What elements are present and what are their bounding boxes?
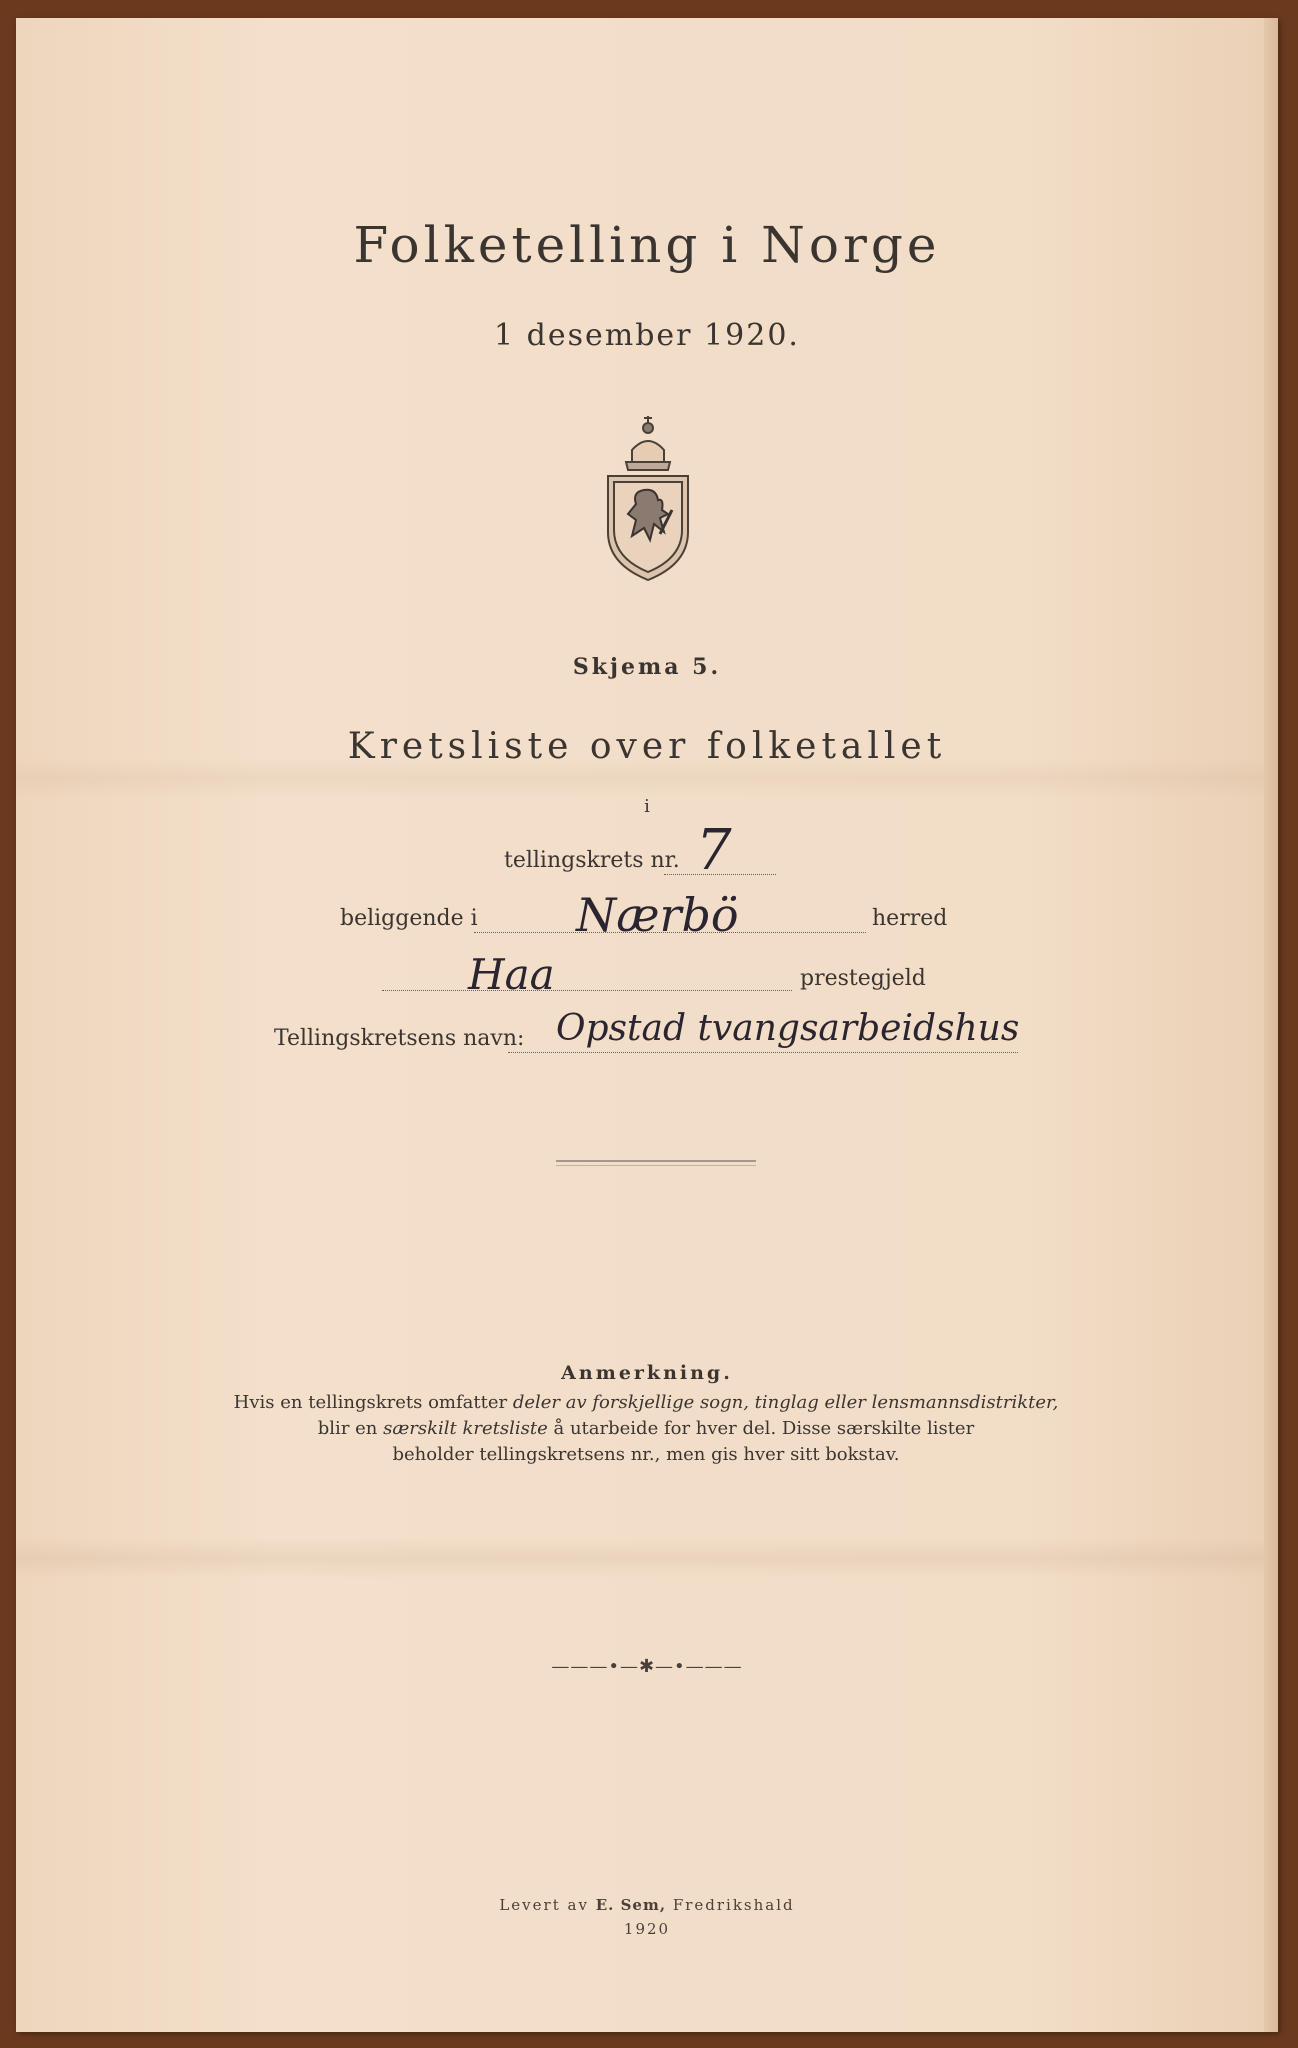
herred-label: herred xyxy=(872,906,948,931)
note-line-2-emphasis: særskilt kretsliste xyxy=(383,1418,548,1439)
printer-prefix: Levert av xyxy=(499,1896,596,1914)
form-heading: Kretsliste over folketallet xyxy=(347,726,947,767)
krets-label: tellingskrets nr. xyxy=(504,848,680,873)
connector-text: i xyxy=(644,796,650,817)
note-text xyxy=(196,1390,1096,1468)
printer-name: E. Sem, xyxy=(595,1896,667,1914)
document-title: Folketelling i Norge xyxy=(353,216,941,274)
prestegjeld-label: prestegjeld xyxy=(800,966,926,991)
prestegjeld-value: Haa xyxy=(468,950,555,999)
navn-label: Tellingskretsens navn: xyxy=(274,1026,525,1051)
note-line-1 xyxy=(196,1390,1096,1416)
krets-value: 7 xyxy=(696,818,732,883)
navn-value: Opstad tvangsarbeidshus xyxy=(556,1008,1020,1049)
note-line-1-text: Hvis en tellingskrets omfatter xyxy=(233,1392,513,1413)
printer-place: Fredrikshald xyxy=(666,1896,795,1914)
note-line-2-text-c: å utarbeide for hver del. Disse særskilte lister xyxy=(547,1418,975,1439)
ornament-divider: ———•—✱—•——— xyxy=(551,1656,743,1677)
note-line-1-emphasis: deler av forskjellige sogn, tinglag eller lensmannsdistrikter, xyxy=(512,1392,1059,1413)
note-line-3: beholder tellingskretsens nr., men gis hver sitt bokstav. xyxy=(392,1444,900,1465)
schema-label: Skjema 5. xyxy=(572,654,722,680)
coat-of-arms-icon xyxy=(602,414,694,584)
note-line-2 xyxy=(196,1416,1096,1442)
beliggende-label: beliggende i xyxy=(340,906,478,931)
note-title: Anmerkning. xyxy=(561,1362,733,1384)
document-date: 1 desember 1920. xyxy=(494,318,800,353)
document-page xyxy=(16,18,1278,2032)
navn-dotted-line xyxy=(508,1052,1018,1053)
print-year: 1920 xyxy=(623,1920,671,1938)
beliggende-value: Nærbö xyxy=(576,888,739,942)
section-divider-thin xyxy=(556,1165,756,1166)
printer-credit xyxy=(16,1896,1278,1914)
note-line-2-text-a: blir en xyxy=(317,1418,384,1439)
section-divider xyxy=(556,1160,756,1162)
prestegjeld-dotted-line xyxy=(382,990,792,991)
